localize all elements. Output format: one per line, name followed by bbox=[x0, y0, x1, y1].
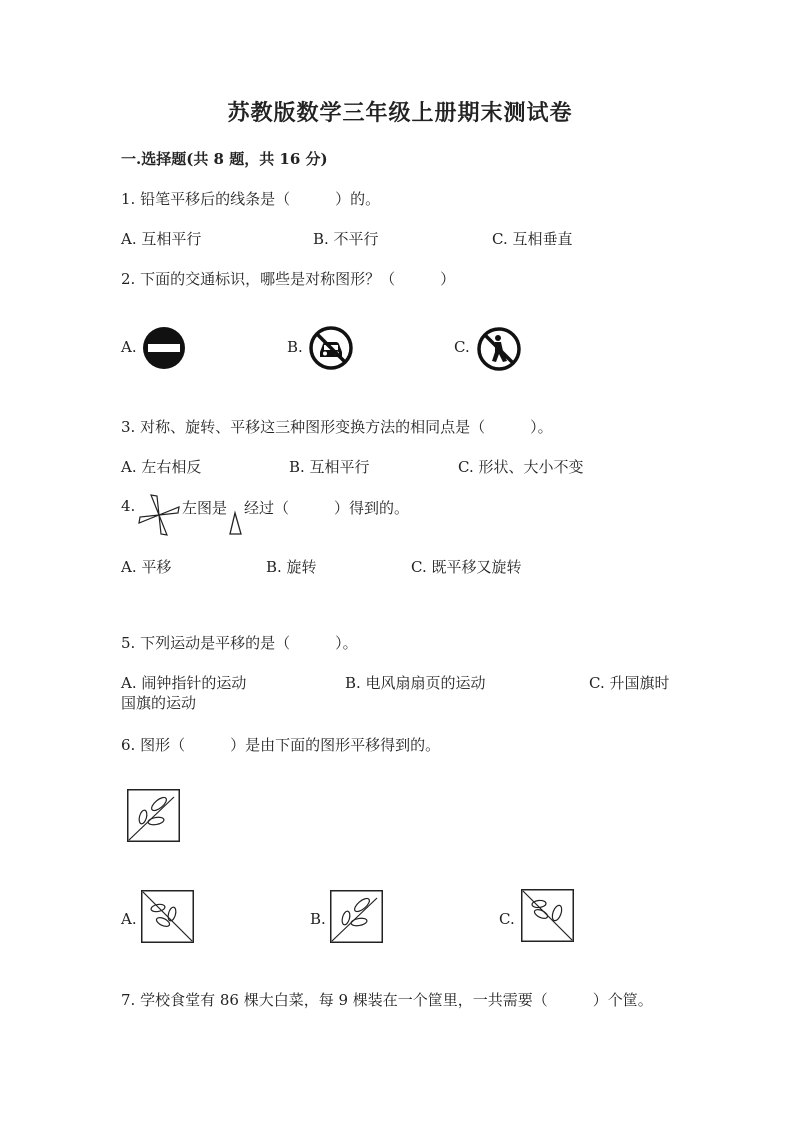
page-title: 苏教版数学三年级上册期末测试卷 bbox=[227, 100, 573, 126]
leaf-branch-option-c-icon bbox=[521, 889, 574, 942]
leaf-branch-figure-icon bbox=[127, 789, 180, 842]
no-car-sign-icon bbox=[309, 326, 353, 370]
q1-option-c[interactable]: C. 互相垂直 bbox=[492, 230, 573, 248]
q6-option-a[interactable]: A. bbox=[121, 910, 137, 928]
question-5: 5. 下列运动是平移的是（ ）。 bbox=[121, 634, 358, 652]
no-entry-sign-icon bbox=[142, 326, 186, 370]
q5-option-a[interactable]: A. 闹钟指针的运动 bbox=[121, 674, 247, 692]
leaf-branch-option-a-icon bbox=[141, 890, 194, 943]
q5-option-b[interactable]: B. 电风扇扇页的运动 bbox=[345, 674, 486, 692]
question-1: 1. 铅笔平移后的线条是（ ）的。 bbox=[121, 190, 381, 208]
q3-option-a[interactable]: A. 左右相反 bbox=[121, 458, 202, 476]
q2-option-b[interactable]: B. bbox=[287, 338, 303, 356]
q6-option-c[interactable]: C. bbox=[499, 910, 515, 928]
question-7: 7. 学校食堂有 86 棵大白菜，每 9 棵装在一个筐里，一共需要（ ）个筐。 bbox=[121, 991, 653, 1009]
q3-option-c[interactable]: C. 形状、大小不变 bbox=[458, 458, 584, 476]
triangle-blade-icon bbox=[229, 512, 243, 536]
no-pedestrian-sign-icon bbox=[477, 327, 521, 371]
q1-option-b[interactable]: B. 不平行 bbox=[313, 230, 379, 248]
question-6: 6. 图形（ ）是由下面的图形平移得到的。 bbox=[121, 736, 441, 754]
q4-option-c[interactable]: C. 既平移又旋转 bbox=[411, 558, 522, 576]
q3-option-b[interactable]: B. 互相平行 bbox=[289, 458, 370, 476]
q4-option-b[interactable]: B. 旋转 bbox=[266, 558, 317, 576]
q2-option-a[interactable]: A. bbox=[121, 338, 137, 356]
q5-option-c[interactable]: C. 升国旗时 bbox=[589, 674, 670, 692]
pinwheel-figure-icon bbox=[137, 493, 181, 537]
q5-option-c-continued: 国旗的运动 bbox=[121, 694, 197, 712]
leaf-branch-option-b-icon bbox=[330, 890, 383, 943]
question-4-text-left: 左图是 bbox=[182, 499, 228, 517]
question-4-number: 4. bbox=[121, 497, 136, 515]
question-3: 3. 对称、旋转、平移这三种图形变换方法的相同点是（ ）。 bbox=[121, 418, 553, 436]
q1-option-a[interactable]: A. 互相平行 bbox=[121, 230, 202, 248]
q4-option-a[interactable]: A. 平移 bbox=[121, 558, 172, 576]
section-heading: 一.选择题(共 8 题，共 16 分) bbox=[121, 150, 328, 168]
question-2: 2. 下面的交通标识，哪些是对称图形？（ ） bbox=[121, 270, 456, 288]
q6-option-b[interactable]: B. bbox=[310, 910, 326, 928]
question-4-text-right: 经过（ ）得到的。 bbox=[244, 499, 410, 517]
q2-option-c[interactable]: C. bbox=[454, 338, 470, 356]
